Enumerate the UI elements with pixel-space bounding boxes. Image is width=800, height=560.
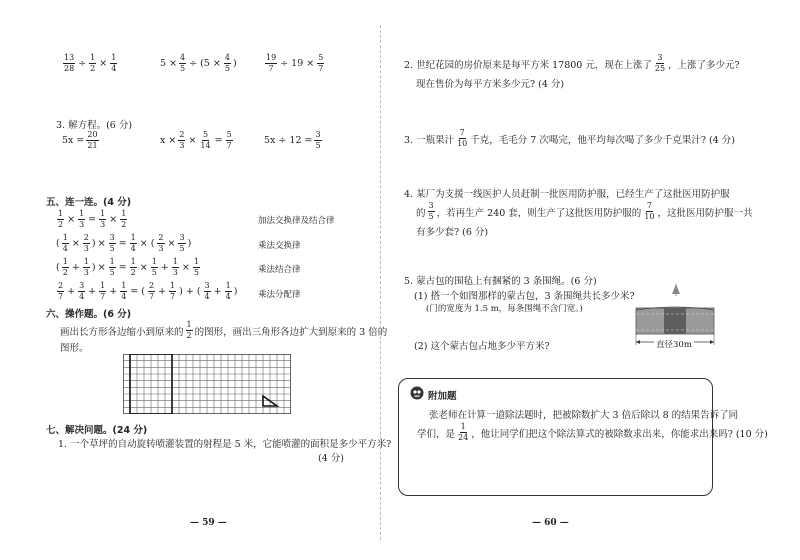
page-number-left: — 59 — <box>190 518 227 528</box>
problem-5-question-1: (1) 搭一个如图那样的蒙古包，3 条围绳共长多少米? <box>414 291 635 302</box>
fraction: $\frac{3}{25}$ <box>654 53 666 73</box>
calc-expression-b: 5 × $\frac{4}{5}$ ÷ (5 × $\frac{4}{5}$ ) <box>160 53 237 73</box>
problem-1-text: 1. 一个草坪的自动旋转喷灌装置的射程是 5 米，它能喷灌的面积是多少平方米? <box>58 439 392 450</box>
fraction: $\frac{20}{21}$ <box>87 130 98 150</box>
problem-1-score: (4 分) <box>318 453 344 464</box>
page-number-right: — 60 — <box>532 518 569 528</box>
problem-2-text: 2. 世纪花园的房价原来是每平方米 17800 元，现在上涨了 $\frac{3}{25}$ ，上涨了多少元? <box>404 53 740 73</box>
match-expression-4: $\frac{2}{7}$ + $\frac{3}{4}$ + $\frac{1}{7}$ + $\frac{1}{4}$ = ( $\frac{2}{7}$ + $\frac{1}{7}$ ) + ( $\frac{3}{4}$ + $\frac{1}{4}$ ) <box>58 281 238 301</box>
section-5-title: 五、连一连。(4 分) <box>46 197 132 208</box>
fraction: $\frac{19}{7}$ <box>266 53 277 73</box>
fraction: $\frac{13}{28}$ <box>64 53 75 73</box>
fraction: $\frac{5}{14}$ <box>200 130 211 150</box>
fraction: $\frac{3}{5}$ <box>428 201 434 221</box>
extra-problem-line2: 学们，是 $\frac{1}{24}$ ，他让同学们把这个除法算式的被除数求出来，你能求出来吗? (10 分) <box>417 422 768 442</box>
section-6-instruction-line2: 图形。 <box>60 343 89 354</box>
extra-problem-box <box>398 378 768 496</box>
fraction: $\frac{4}{5}$ <box>224 53 230 73</box>
page-divider <box>380 25 381 540</box>
problem-4-line3: 有多少套? (6 分) <box>416 227 489 238</box>
fraction: $\frac{1}{2}$ <box>186 320 192 340</box>
match-expression-2: ( $\frac{1}{4}$ × $\frac{2}{3}$ ) × $\frac{3}{5}$ = $\frac{1}{4}$ × ( $\frac{2}{3}$ × $\frac{3}{5}$ ) <box>56 233 192 253</box>
calc-expression-c: $\frac{19}{7}$ ÷ 19 × $\frac{5}{7}$ <box>266 53 324 73</box>
law-label-1: 加法交换律及结合律 <box>258 216 335 226</box>
law-label-3: 乘法结合律 <box>258 265 301 275</box>
fraction: $\frac{1}{24}$ <box>458 422 469 442</box>
equation-3: 5x ÷ 12 = $\frac{3}{5}$ <box>264 130 321 150</box>
grid-lines <box>123 354 291 414</box>
match-expression-1: $\frac{1}{2}$ × $\frac{1}{3}$ = $\frac{1}{3}$ × $\frac{1}{2}$ <box>58 209 127 229</box>
problem-4-line2: 的 $\frac{3}{5}$ ，若再生产 240 套，则生产了这批医用防护服的 $\frac{7}{10}$ ，这批医用防护服一共 <box>416 201 753 221</box>
diameter-label: 直径30m <box>656 340 692 350</box>
fraction: $\frac{3}{5}$ <box>315 130 321 150</box>
law-label-2: 乘法交换律 <box>258 241 301 251</box>
fraction: $\frac{1}{4}$ <box>111 53 117 73</box>
law-label-4: 乘法分配律 <box>258 290 301 300</box>
problem-3-text: 3. 一瓶果汁 $\frac{7}{10}$ 千克，毛毛分 7 次喝完，他平均每次喝了多少千克果汁? (4 分) <box>404 128 735 148</box>
section-6-title: 六、操作题。(6 分) <box>46 309 132 320</box>
fraction: $\frac{7}{10}$ <box>457 128 468 148</box>
problem-5-title: 5. 蒙古包的围毡上有捆紧的 3 条围绳。(6 分) <box>404 276 597 287</box>
match-expression-3: ( $\frac{1}{2}$ + $\frac{1}{3}$ ) × $\frac{1}{5}$ = $\frac{1}{2}$ × $\frac{1}{5}$ + $\frac{1}{3}$ × $\frac{1}{5}$ <box>56 257 199 277</box>
section-6-instruction: 画出长方形各边缩小到原来的 $\frac{1}{2}$ 的图形，画出三角形各边扩大到原来的 3 倍的 <box>60 320 388 340</box>
robot-mascot-icon <box>409 385 425 404</box>
extra-problem-line1: 张老师在计算一道除法题时，把被除数扩大 3 倍后除以 8 的结果告诉了同 <box>429 410 739 421</box>
drawing-grid <box>123 354 291 414</box>
fraction: $\frac{1}{2}$ <box>90 53 96 73</box>
problem-5-note: (门的宽度为 1.5 m，每条围绳不含门宽。) <box>426 304 583 314</box>
fraction: $\frac{7}{10}$ <box>644 201 655 221</box>
q3-title: 3. 解方程。(6 分) <box>56 120 133 131</box>
fraction: $\frac{5}{7}$ <box>318 53 324 73</box>
fraction: $\frac{2}{3}$ <box>179 130 185 150</box>
problem-5-question-2: (2) 这个蒙古包占地多少平方米? <box>414 341 550 352</box>
equation-1: 5x = $\frac{20}{21}$ <box>62 130 98 150</box>
fraction: $\frac{5}{7}$ <box>226 130 232 150</box>
section-7-title: 七、解决问题。(24 分) <box>46 425 148 436</box>
equation-2: x × $\frac{2}{3}$ × $\frac{5}{14}$ = $\frac{5}{7}$ <box>160 130 232 150</box>
fraction: $\frac{4}{5}$ <box>180 53 186 73</box>
problem-2-line2: 现在售价为每平方米多少元? (4 分) <box>416 79 565 90</box>
problem-4-line1: 4. 某厂为支援一线医护人员赶制一批医用防护服，已经生产了这批医用防护服 <box>404 189 730 200</box>
extra-problem-title: 附加题 <box>409 385 457 404</box>
calc-expression-a: $\frac{13}{28}$ ÷ $\frac{1}{2}$ × $\frac{1}{4}$ <box>64 53 117 73</box>
